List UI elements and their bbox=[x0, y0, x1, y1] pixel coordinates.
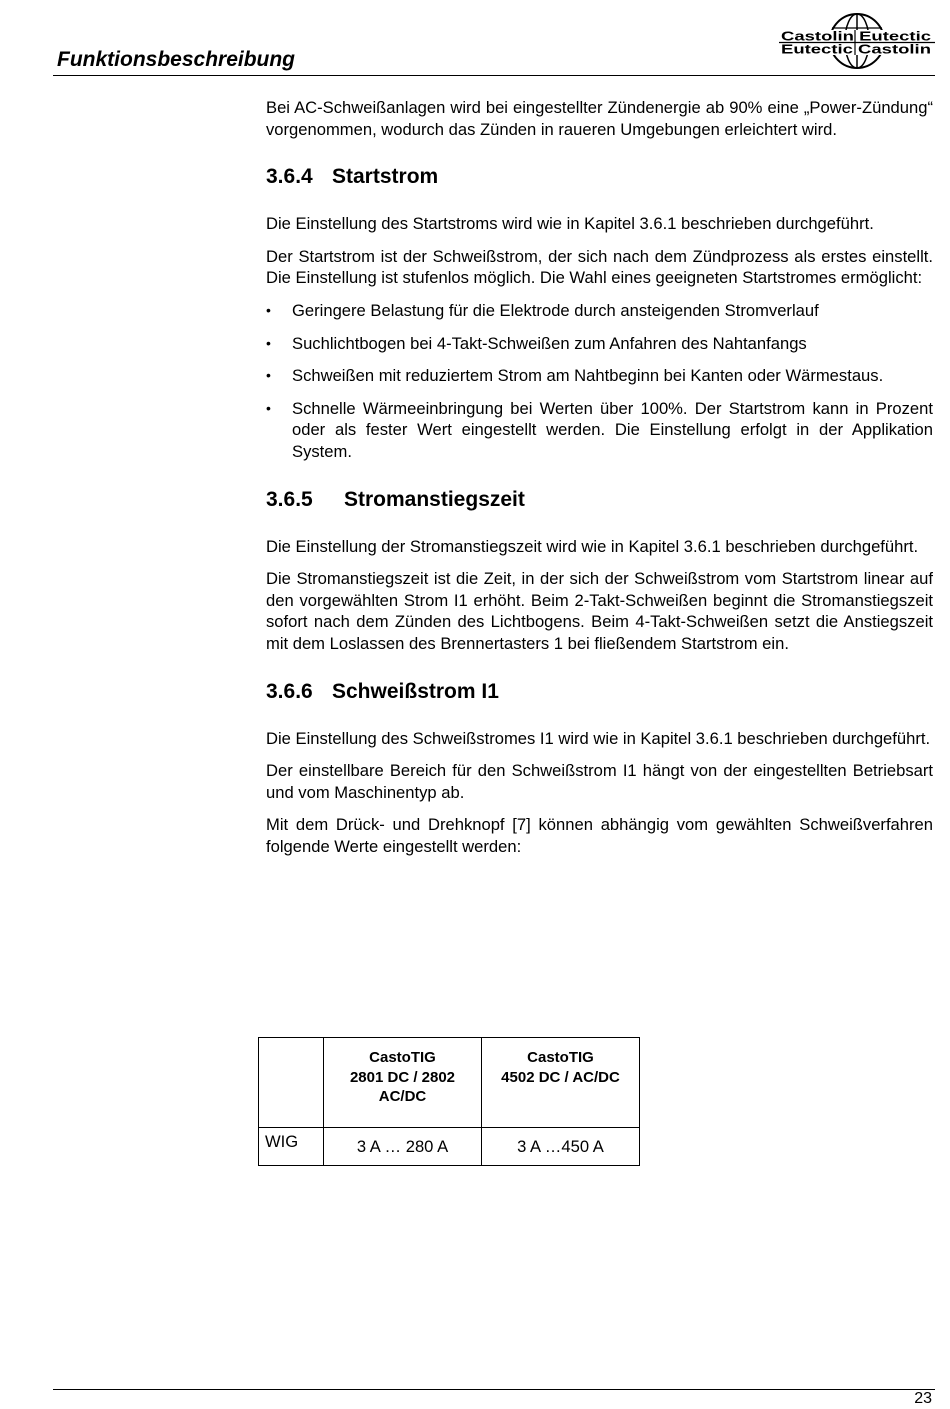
section-title: Startstrom bbox=[332, 165, 439, 189]
logo-line1-text: Castolin Eutectic bbox=[781, 29, 932, 44]
header-line: AC/DC bbox=[378, 1088, 427, 1105]
logo-line2-text: Eutectic Castolin bbox=[781, 42, 931, 57]
paragraph: Der Startstrom ist der Schweißstrom, der sich nach dem Zündprozess als erstes einstellt. Die Einstellung ist stufenlos möglich. Die Wahl eines geeigneten Startstromes ermöglicht: bbox=[266, 246, 933, 288]
table-cell: 3 A …450 A bbox=[482, 1128, 640, 1166]
bullet-item: • Geringere Belastung für die Elektrode durch ansteigenden Stromverlauf bbox=[266, 300, 933, 322]
intro-paragraph: Bei AC-Schweißanlagen wird bei eingestellter Zündenergie ab 90% eine „Power-Zündung“ vorgenommen, wodurch das Zünden in raueren Umgebungen erleichtert wird. bbox=[266, 98, 933, 139]
table-header-empty bbox=[259, 1038, 324, 1128]
header-line: CastoTIG bbox=[369, 1049, 436, 1066]
header-line: 4502 DC / AC/DC bbox=[501, 1068, 620, 1086]
paragraph: Die Einstellung des Schweißstromes I1 wird wie in Kapitel 3.6.1 beschrieben durchgeführt. bbox=[266, 728, 931, 748]
section-number: 3.6.4 bbox=[266, 165, 313, 189]
paragraph: Die Einstellung der Stromanstiegszeit wird wie in Kapitel 3.6.1 beschrieben durchgeführt. bbox=[266, 536, 919, 556]
paragraph: Mit dem Drück- und Drehknopf [7] können abhängig vom gewählten Schweißverfahren folgende Werte eingestellt werden: bbox=[266, 815, 933, 856]
bullet-list bbox=[266, 300, 933, 463]
footer-divider bbox=[53, 1389, 935, 1390]
header-line: CastoTIG bbox=[527, 1049, 594, 1066]
bullet-item: • Schnelle Wärmeeinbringung bei Werten über 100%. Der Startstrom kann in Prozent oder als fester Wert eingestellt werden. Die Einstellung erfolgt in der Applikation System. bbox=[266, 398, 933, 463]
paragraph: Die Stromanstiegszeit ist die Zeit, in der sich der Schweißstrom vom Startstrom linear auf den vorgewählten Strom I1 erhöht. Beim 2-Takt-Schweißen beginnt die Stromanstiegszeit sofort nach dem Zünden des Lichtbogens. Beim 4-Takt-Schweißen setzt die Anstiegszeit mit dem Loslassen des Brennertasters 1 bei fließendem Startstrom ein. bbox=[266, 569, 933, 653]
header-line: 2801 DC / 2802 bbox=[349, 1068, 456, 1086]
table-row bbox=[259, 1128, 640, 1166]
paragraph: Die Einstellung des Startstroms wird wie in Kapitel 3.6.1 beschrieben durchgeführt. bbox=[266, 214, 874, 234]
page-header-title: Funktionsbeschreibung bbox=[57, 48, 296, 71]
section-heading-schweissstrom bbox=[266, 679, 933, 705]
page-number: 23 bbox=[914, 1390, 932, 1407]
bullet-item: • Suchlichtbogen bei 4-Takt-Schweißen zum Anfahren des Nahtanfangs bbox=[266, 333, 933, 355]
table-header-cell bbox=[324, 1038, 482, 1128]
bullet-item: • Schweißen mit reduziertem Strom am Nahtbeginn bei Kanten oder Wärmestaus. bbox=[266, 365, 933, 387]
current-range-table bbox=[258, 1037, 640, 1166]
document-body bbox=[266, 97, 933, 868]
section-number: 3.6.5 bbox=[266, 487, 313, 511]
table-row-label: WIG bbox=[259, 1128, 324, 1166]
table-cell: 3 A … 280 A bbox=[324, 1128, 482, 1166]
section-heading-startstrom bbox=[266, 164, 933, 190]
castolin-eutectic-logo bbox=[779, 12, 935, 70]
paragraph: Der einstellbare Bereich für den Schweißstrom I1 hängt von der eingestellten Betriebsart und vom Maschinentyp ab. bbox=[266, 761, 933, 802]
section-heading-stromanstiegszeit bbox=[266, 487, 933, 513]
section-title: Stromanstiegszeit bbox=[344, 487, 525, 511]
section-title: Schweißstrom I1 bbox=[332, 679, 499, 703]
header-divider bbox=[53, 75, 935, 76]
table-header-cell bbox=[482, 1038, 640, 1128]
table-header-row bbox=[259, 1038, 640, 1128]
section-number: 3.6.6 bbox=[266, 679, 313, 703]
